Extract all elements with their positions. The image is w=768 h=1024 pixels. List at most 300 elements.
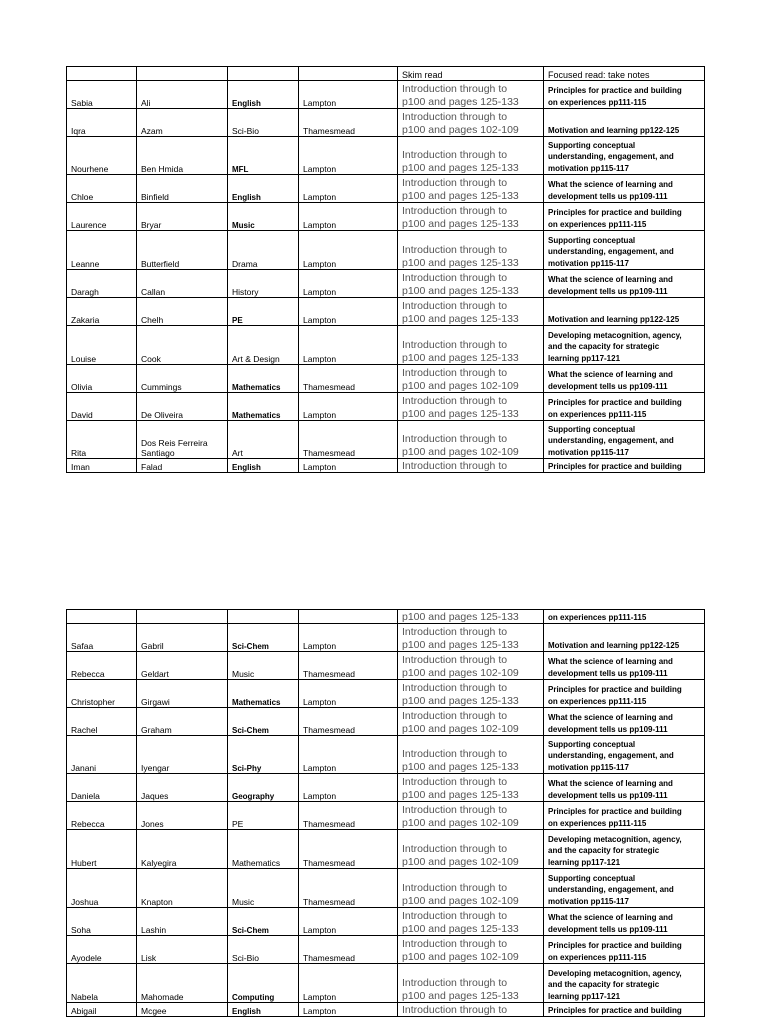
focused-read-line: Supporting conceptual — [548, 424, 636, 434]
subject-cell: PE — [228, 298, 299, 326]
skim-read-cell — [398, 936, 544, 964]
skim-read-line: Introduction through to — [402, 205, 508, 217]
site-cell: Thamesmead — [299, 652, 398, 680]
skim-read-line: p100 and pages 102-109 — [402, 445, 519, 458]
table-row — [67, 137, 705, 175]
site-cell: Thamesmead — [299, 708, 398, 736]
skim-read-line: p100 and pages 125-133 — [402, 256, 519, 269]
table-row — [67, 459, 705, 473]
surname-cell: Lisk — [137, 936, 228, 964]
site-cell: Lampton — [299, 298, 398, 326]
table-row — [67, 421, 705, 459]
header-skim-read: Skim read — [398, 67, 544, 81]
focused-read-line: on experiences pp111-115 — [548, 409, 647, 419]
skim-read-cell — [398, 652, 544, 680]
skim-read-cell — [398, 326, 544, 365]
focused-read-line: What the science of learning and — [548, 657, 673, 666]
site-cell: Thamesmead — [299, 109, 398, 137]
subject-cell: English — [228, 175, 299, 203]
skim-read-cell — [398, 137, 544, 175]
subject-cell: Geography — [228, 774, 299, 802]
first-name-cell: Ayodele — [67, 936, 137, 964]
focused-read-cell — [544, 137, 705, 175]
focused-read-line: on experiences pp111-115 — [548, 97, 647, 107]
skim-read-cell — [398, 298, 544, 326]
first-name-cell: Abigail — [67, 1003, 137, 1017]
site-cell: Thamesmead — [299, 421, 398, 459]
focused-read-line: Principles for practice and building — [548, 685, 682, 694]
skim-read-cell — [398, 802, 544, 830]
surname-cell: Kalyegira — [137, 830, 228, 869]
skim-read-line: p100 and pages 102-109 — [402, 666, 519, 679]
table-row — [67, 1003, 705, 1017]
focused-read-line: What the science of learning and — [548, 275, 673, 284]
focused-read-cell — [544, 175, 705, 203]
table-row — [67, 652, 705, 680]
skim-read-line: Introduction through to — [402, 339, 508, 351]
site-cell: Lampton — [299, 203, 398, 231]
skim-read-line: p100 and pages 125-133 — [402, 694, 519, 707]
table-row — [67, 708, 705, 736]
focused-read-cell — [544, 610, 705, 624]
skim-read-line: p100 and pages 102-109 — [402, 123, 519, 136]
focused-read-line: Motivation and learning pp122-125 — [548, 125, 680, 135]
skim-read-line: Introduction through to — [402, 977, 508, 989]
skim-read-cell — [398, 774, 544, 802]
table-row — [67, 231, 705, 270]
focused-read-cell — [544, 109, 705, 137]
focused-read-line: understanding, engagement, and — [548, 751, 674, 760]
skim-read-line: p100 and pages 102-109 — [402, 379, 519, 392]
subject-cell: English — [228, 459, 299, 473]
skim-read-cell — [398, 624, 544, 652]
first-name-cell: Joshua — [67, 869, 137, 908]
table-row — [67, 81, 705, 109]
subject-cell: Mathematics — [228, 365, 299, 393]
focused-read-line: development tells us pp109-111 — [548, 790, 668, 800]
subject-cell: Computing — [228, 964, 299, 1003]
first-name-cell: Soha — [67, 908, 137, 936]
skim-read-cell — [398, 109, 544, 137]
focused-read-line: What the science of learning and — [548, 370, 673, 379]
focused-read-line: motivation pp115-117 — [548, 447, 629, 457]
focused-read-line: Developing metacognition, agency, — [548, 834, 682, 844]
table-row — [67, 109, 705, 137]
first-name-cell: Rebecca — [67, 652, 137, 680]
first-name-cell: Janani — [67, 736, 137, 774]
reading-table-page-1 — [66, 66, 705, 473]
subject-cell: Sci-Bio — [228, 936, 299, 964]
subject-cell: Sci-Chem — [228, 624, 299, 652]
skim-read-line: Introduction through to — [402, 111, 508, 123]
header-cell-site — [299, 67, 398, 81]
focused-read-line: Principles for practice and building — [548, 208, 682, 217]
focused-read-line: learning pp117-121 — [548, 353, 621, 363]
site-cell: Lampton — [299, 231, 398, 270]
surname-cell: Bryar — [137, 203, 228, 231]
focused-read-cell — [544, 936, 705, 964]
table-row — [67, 393, 705, 421]
skim-read-line: Introduction through to — [402, 272, 508, 284]
site-cell: Lampton — [299, 908, 398, 936]
focused-read-line: What the science of learning and — [548, 779, 673, 788]
focused-read-line: Supporting conceptual — [548, 140, 636, 150]
first-name-cell: Iman — [67, 459, 137, 473]
focused-read-line: Motivation and learning pp122-125 — [548, 314, 680, 324]
focused-read-line: Supporting conceptual — [548, 873, 636, 883]
skim-read-line: Introduction through to — [402, 1003, 508, 1016]
site-cell — [299, 610, 398, 624]
skim-read-line: Introduction through to — [402, 149, 508, 161]
skim-read-line: Introduction through to — [402, 804, 508, 816]
skim-read-cell — [398, 231, 544, 270]
skim-read-line: p100 and pages 125-133 — [402, 638, 519, 651]
focused-read-line: Principles for practice and building — [548, 461, 682, 471]
surname-cell: De Oliveira — [137, 393, 228, 421]
first-name-cell: David — [67, 393, 137, 421]
first-name-cell: Olivia — [67, 365, 137, 393]
focused-read-line: understanding, engagement, and — [548, 885, 674, 894]
surname-cell: Callan — [137, 270, 228, 298]
skim-read-line: Introduction through to — [402, 367, 508, 379]
surname-cell: Butterfield — [137, 231, 228, 270]
focused-read-line: on experiences pp111-115 — [548, 952, 647, 962]
header-row — [67, 67, 705, 81]
focused-read-line: understanding, engagement, and — [548, 247, 674, 256]
focused-read-cell — [544, 802, 705, 830]
site-cell: Lampton — [299, 393, 398, 421]
subject-cell: PE — [228, 802, 299, 830]
table-row — [67, 936, 705, 964]
focused-read-line: motivation pp115-117 — [548, 762, 629, 772]
subject-cell — [228, 610, 299, 624]
table-row — [67, 298, 705, 326]
focused-read-line: on experiences pp111-115 — [548, 612, 647, 622]
focused-read-line: What the science of learning and — [548, 713, 673, 722]
subject-cell: Sci-Bio — [228, 109, 299, 137]
focused-read-line: and the capacity for strategic — [548, 342, 660, 351]
skim-read-line: p100 and pages 125-133 — [402, 989, 519, 1002]
focused-read-line: Developing metacognition, agency, — [548, 968, 682, 978]
site-cell: Lampton — [299, 1003, 398, 1017]
header-cell-subject — [228, 67, 299, 81]
focused-read-line: on experiences pp111-115 — [548, 818, 647, 828]
skim-read-cell — [398, 175, 544, 203]
focused-read-line: development tells us pp109-111 — [548, 286, 668, 296]
subject-cell: Sci-Phy — [228, 736, 299, 774]
site-cell: Thamesmead — [299, 365, 398, 393]
header-focused-read: Focused read: take notes — [544, 67, 705, 81]
surname-cell: Iyengar — [137, 736, 228, 774]
focused-read-line: Principles for practice and building — [548, 1005, 682, 1015]
skim-read-line: p100 and pages 125-133 — [402, 95, 519, 108]
skim-read-line: Introduction through to — [402, 626, 508, 638]
first-name-cell: Sabia — [67, 81, 137, 109]
skim-read-line: p100 and pages 125-133 — [402, 610, 519, 623]
skim-read-cell — [398, 1003, 544, 1017]
focused-read-cell — [544, 81, 705, 109]
skim-read-line: Introduction through to — [402, 910, 508, 922]
skim-read-cell — [398, 869, 544, 908]
skim-read-line: Introduction through to — [402, 300, 508, 312]
focused-read-cell — [544, 365, 705, 393]
site-cell: Thamesmead — [299, 869, 398, 908]
skim-read-line: Introduction through to — [402, 748, 508, 760]
surname-cell: Dos Reis Ferreira Santiago — [137, 421, 228, 459]
focused-read-line: learning pp117-121 — [548, 991, 621, 1001]
focused-read-cell — [544, 869, 705, 908]
focused-read-line: understanding, engagement, and — [548, 436, 674, 445]
focused-read-line: on experiences pp111-115 — [548, 696, 647, 706]
focused-read-line: development tells us pp109-111 — [548, 191, 668, 201]
skim-read-line: p100 and pages 102-109 — [402, 816, 519, 829]
skim-read-line: Introduction through to — [402, 395, 508, 407]
skim-read-line: Introduction through to — [402, 654, 508, 666]
reading-table-page-2 — [66, 609, 705, 1017]
skim-read-line: Introduction through to — [402, 882, 508, 894]
skim-read-line: p100 and pages 102-109 — [402, 894, 519, 907]
table-row — [67, 624, 705, 652]
focused-read-line: motivation pp115-117 — [548, 896, 629, 906]
surname-cell: Jaques — [137, 774, 228, 802]
table-row — [67, 869, 705, 908]
surname-cell: Graham — [137, 708, 228, 736]
focused-read-cell — [544, 231, 705, 270]
table-row — [67, 908, 705, 936]
subject-cell: Sci-Chem — [228, 708, 299, 736]
table-row — [67, 680, 705, 708]
site-cell: Lampton — [299, 459, 398, 473]
subject-cell: History — [228, 270, 299, 298]
subject-cell: English — [228, 81, 299, 109]
surname-cell: Binfield — [137, 175, 228, 203]
skim-read-cell — [398, 459, 544, 473]
surname-cell: Geldart — [137, 652, 228, 680]
focused-read-cell — [544, 326, 705, 365]
skim-read-cell — [398, 708, 544, 736]
skim-read-cell — [398, 610, 544, 624]
focused-read-line: development tells us pp109-111 — [548, 381, 668, 391]
focused-read-cell — [544, 964, 705, 1003]
first-name-cell: Zakaria — [67, 298, 137, 326]
focused-read-line: understanding, engagement, and — [548, 152, 674, 161]
focused-read-line: development tells us pp109-111 — [548, 924, 668, 934]
surname-cell: Mahomade — [137, 964, 228, 1003]
site-cell: Lampton — [299, 175, 398, 203]
focused-read-cell — [544, 736, 705, 774]
first-name-cell: Rebecca — [67, 802, 137, 830]
focused-read-line: on experiences pp111-115 — [548, 219, 647, 229]
skim-read-cell — [398, 365, 544, 393]
surname-cell: Lashin — [137, 908, 228, 936]
focused-read-cell — [544, 298, 705, 326]
focused-read-line: motivation pp115-117 — [548, 258, 629, 268]
table-row — [67, 964, 705, 1003]
subject-cell: Art & Design — [228, 326, 299, 365]
skim-read-line: Introduction through to — [402, 776, 508, 788]
first-name-cell: Nabela — [67, 964, 137, 1003]
site-cell: Lampton — [299, 964, 398, 1003]
surname-cell: Cummings — [137, 365, 228, 393]
first-name-cell: Laurence — [67, 203, 137, 231]
skim-read-line: Introduction through to — [402, 459, 508, 472]
first-name-cell: Christopher — [67, 680, 137, 708]
focused-read-cell — [544, 708, 705, 736]
site-cell: Thamesmead — [299, 936, 398, 964]
skim-read-line: p100 and pages 125-133 — [402, 922, 519, 935]
subject-cell: Music — [228, 652, 299, 680]
skim-read-line: p100 and pages 125-133 — [402, 161, 519, 174]
skim-read-cell — [398, 908, 544, 936]
skim-read-line: p100 and pages 125-133 — [402, 312, 519, 325]
skim-read-line: Introduction through to — [402, 177, 508, 189]
table-row — [67, 175, 705, 203]
site-cell: Lampton — [299, 624, 398, 652]
table-row — [67, 610, 705, 624]
table-row — [67, 365, 705, 393]
focused-read-line: Motivation and learning pp122-125 — [548, 640, 680, 650]
first-name-cell: Rachel — [67, 708, 137, 736]
focused-read-cell — [544, 680, 705, 708]
focused-read-cell — [544, 459, 705, 473]
focused-read-line: and the capacity for strategic — [548, 980, 660, 989]
focused-read-cell — [544, 393, 705, 421]
header-cell-first — [67, 67, 137, 81]
site-cell: Lampton — [299, 774, 398, 802]
skim-read-line: p100 and pages 102-109 — [402, 855, 519, 868]
focused-read-cell — [544, 652, 705, 680]
table-row — [67, 270, 705, 298]
focused-read-line: Principles for practice and building — [548, 86, 682, 95]
first-name-cell: Daniela — [67, 774, 137, 802]
subject-cell: Music — [228, 203, 299, 231]
skim-read-line: p100 and pages 102-109 — [402, 722, 519, 735]
skim-read-cell — [398, 393, 544, 421]
focused-read-cell — [544, 203, 705, 231]
surname-cell: Ben Hmida — [137, 137, 228, 175]
focused-read-line: What the science of learning and — [548, 180, 673, 189]
first-name-cell: Daragh — [67, 270, 137, 298]
surname-cell: Knapton — [137, 869, 228, 908]
skim-read-line: p100 and pages 125-133 — [402, 189, 519, 202]
skim-read-line: p100 and pages 125-133 — [402, 407, 519, 420]
focused-read-line: Supporting conceptual — [548, 235, 636, 245]
focused-read-cell — [544, 774, 705, 802]
subject-cell: Mathematics — [228, 680, 299, 708]
first-name-cell: Safaa — [67, 624, 137, 652]
surname-cell: Girgawi — [137, 680, 228, 708]
subject-cell: English — [228, 1003, 299, 1017]
site-cell: Lampton — [299, 680, 398, 708]
skim-read-line: Introduction through to — [402, 938, 508, 950]
skim-read-cell — [398, 680, 544, 708]
focused-read-line: motivation pp115-117 — [548, 163, 629, 173]
focused-read-cell — [544, 624, 705, 652]
subject-cell: MFL — [228, 137, 299, 175]
first-name-cell: Louise — [67, 326, 137, 365]
focused-read-line: Supporting conceptual — [548, 739, 636, 749]
site-cell: Thamesmead — [299, 830, 398, 869]
surname-cell: Jones — [137, 802, 228, 830]
subject-cell: Art — [228, 421, 299, 459]
skim-read-cell — [398, 270, 544, 298]
surname-cell: Falad — [137, 459, 228, 473]
skim-read-cell — [398, 421, 544, 459]
subject-cell: Mathematics — [228, 393, 299, 421]
table-row — [67, 326, 705, 365]
first-name-cell: Hubert — [67, 830, 137, 869]
table-row — [67, 774, 705, 802]
skim-read-line: p100 and pages 125-133 — [402, 284, 519, 297]
focused-read-cell — [544, 270, 705, 298]
focused-read-line: What the science of learning and — [548, 913, 673, 922]
focused-read-line: Principles for practice and building — [548, 398, 682, 407]
surname-cell — [137, 610, 228, 624]
surname-cell: Cook — [137, 326, 228, 365]
subject-cell: Music — [228, 869, 299, 908]
skim-read-cell — [398, 736, 544, 774]
surname-cell: Ali — [137, 81, 228, 109]
subject-cell: Sci-Chem — [228, 908, 299, 936]
skim-read-line: Introduction through to — [402, 710, 508, 722]
site-cell: Thamesmead — [299, 802, 398, 830]
subject-cell: Mathematics — [228, 830, 299, 869]
first-name-cell: Rita — [67, 421, 137, 459]
surname-cell: Mcgee — [137, 1003, 228, 1017]
skim-read-line: Introduction through to — [402, 433, 508, 445]
skim-read-cell — [398, 81, 544, 109]
first-name-cell: Nourhene — [67, 137, 137, 175]
table-row — [67, 830, 705, 869]
skim-read-line: p100 and pages 125-133 — [402, 788, 519, 801]
focused-read-line: Principles for practice and building — [548, 941, 682, 950]
focused-read-line: and the capacity for strategic — [548, 846, 660, 855]
focused-read-cell — [544, 1003, 705, 1017]
skim-read-line: Introduction through to — [402, 83, 508, 95]
skim-read-line: Introduction through to — [402, 682, 508, 694]
site-cell: Lampton — [299, 81, 398, 109]
first-name-cell: Chloe — [67, 175, 137, 203]
skim-read-cell — [398, 964, 544, 1003]
focused-read-line: Developing metacognition, agency, — [548, 330, 682, 340]
surname-cell: Azam — [137, 109, 228, 137]
focused-read-line: development tells us pp109-111 — [548, 724, 668, 734]
first-name-cell — [67, 610, 137, 624]
site-cell: Lampton — [299, 137, 398, 175]
site-cell: Lampton — [299, 326, 398, 365]
skim-read-cell — [398, 203, 544, 231]
site-cell: Lampton — [299, 736, 398, 774]
focused-read-cell — [544, 421, 705, 459]
skim-read-line: p100 and pages 125-133 — [402, 760, 519, 773]
site-cell: Lampton — [299, 270, 398, 298]
skim-read-line: Introduction through to — [402, 843, 508, 855]
focused-read-cell — [544, 908, 705, 936]
first-name-cell: Iqra — [67, 109, 137, 137]
skim-read-line: p100 and pages 125-133 — [402, 351, 519, 364]
focused-read-line: development tells us pp109-111 — [548, 668, 668, 678]
table-row — [67, 736, 705, 774]
skim-read-line: Introduction through to — [402, 244, 508, 256]
first-name-cell: Leanne — [67, 231, 137, 270]
skim-read-line: p100 and pages 125-133 — [402, 217, 519, 230]
focused-read-line: Principles for practice and building — [548, 807, 682, 816]
focused-read-cell — [544, 830, 705, 869]
subject-cell: Drama — [228, 231, 299, 270]
table-row — [67, 802, 705, 830]
skim-read-line: p100 and pages 102-109 — [402, 950, 519, 963]
surname-cell: Chelh — [137, 298, 228, 326]
